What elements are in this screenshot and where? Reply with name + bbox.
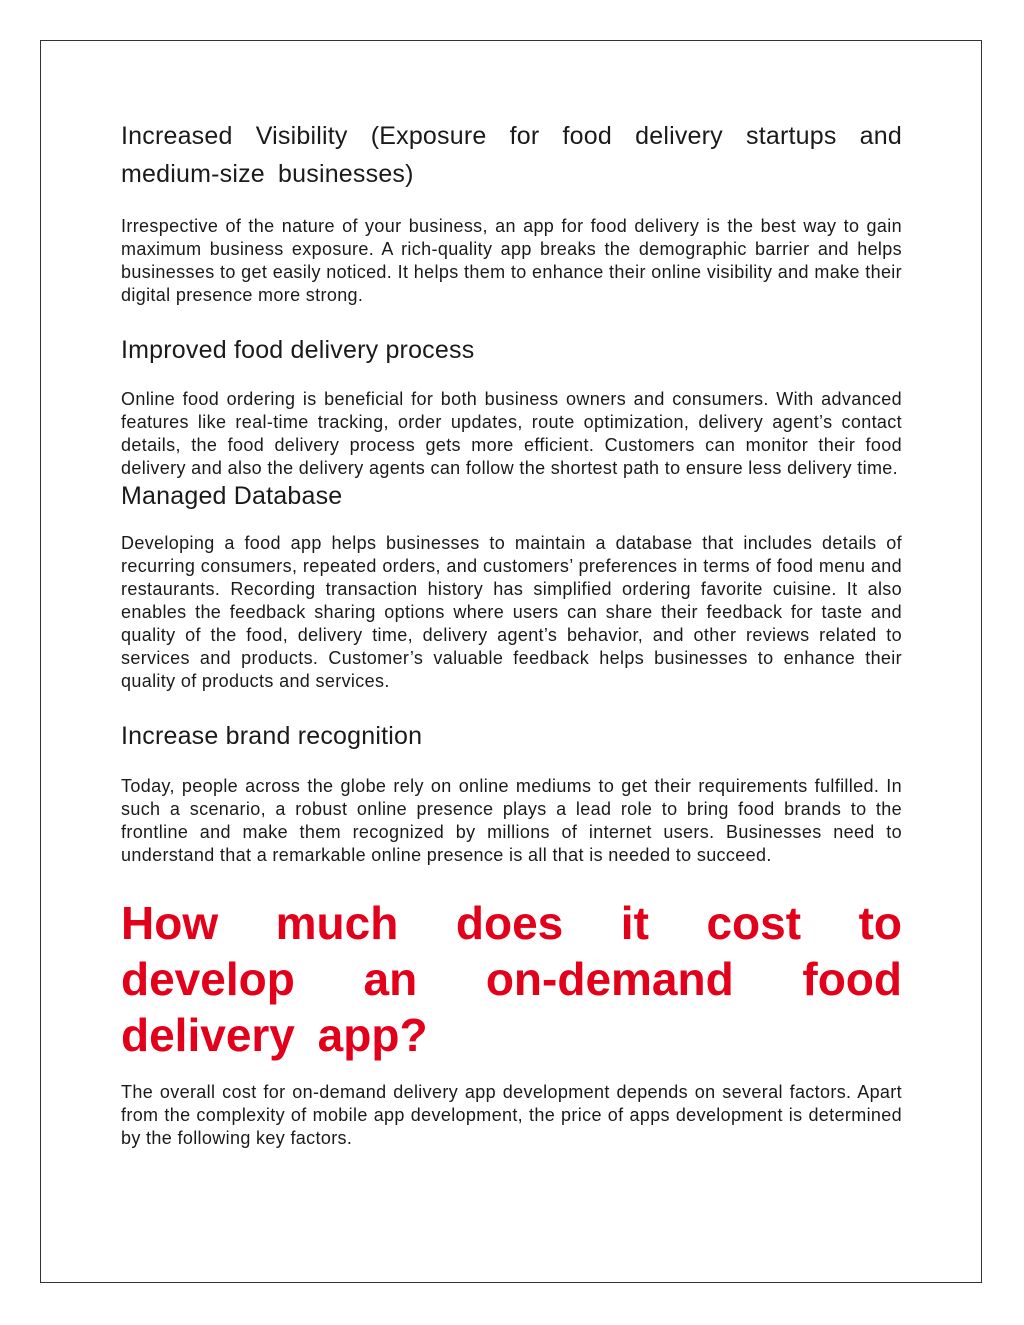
section-heading-improved-delivery: Improved food delivery process <box>121 336 475 364</box>
section-body-increased-visibility: Irrespective of the nature of your business, an app for food delivery is the best way to gain maximum business exposure. A rich-quality app breaks the demographic barrier and helps businesses to get easily noticed. It helps them to enhance their online visibility and make their digital presence more strong. <box>121 216 902 305</box>
section-heading-managed-database: Managed Database <box>121 482 343 510</box>
section-heading-increased-visibility: Increased Visibility (Exposure for food delivery startups and medium-size businesses) <box>121 122 902 188</box>
cost-section-heading: How much does it cost to develop an on-demand food delivery app? <box>121 897 902 1061</box>
cost-section-body: The overall cost for on-demand delivery app development depends on several factors. Apart from the complexity of mobile app development, the price of apps development is determined by the following key factors. <box>121 1082 902 1148</box>
section-body-improved-delivery: Online food ordering is beneficial for both business owners and consumers. With advanced features like real-time tracking, order updates, route optimization, delivery agent’s contact details, the food delivery process gets more efficient. Customers can monitor their food delivery and also the delivery agents can follow the shortest path to ensure less delivery time. <box>121 389 902 478</box>
document-content <box>121 117 902 1150</box>
section-heading-brand-recognition: Increase brand recognition <box>121 722 423 750</box>
section-body-managed-database: Developing a food app helps businesses to maintain a database that includes details of recurring consumers, repeated orders, and customers’ preferences in terms of food menu and restaurants. Recording transaction history has simplified ordering favorite cuisine. It also enables the feedback sharing options where users can share their feedback for taste and quality of the food, delivery time, delivery agent’s behavior, and other reviews related to services and products. Customer’s valuable feedback helps businesses to enhance their quality of products and services. <box>121 533 902 691</box>
section-body-brand-recognition: Today, people across the globe rely on online mediums to get their requirements fulfilled. In such a scenario, a robust online presence plays a lead role to bring food brands to the frontline and make them recognized by millions of internet users. Businesses need to understand that a remarkable online presence is all that is needed to succeed. <box>121 776 902 865</box>
